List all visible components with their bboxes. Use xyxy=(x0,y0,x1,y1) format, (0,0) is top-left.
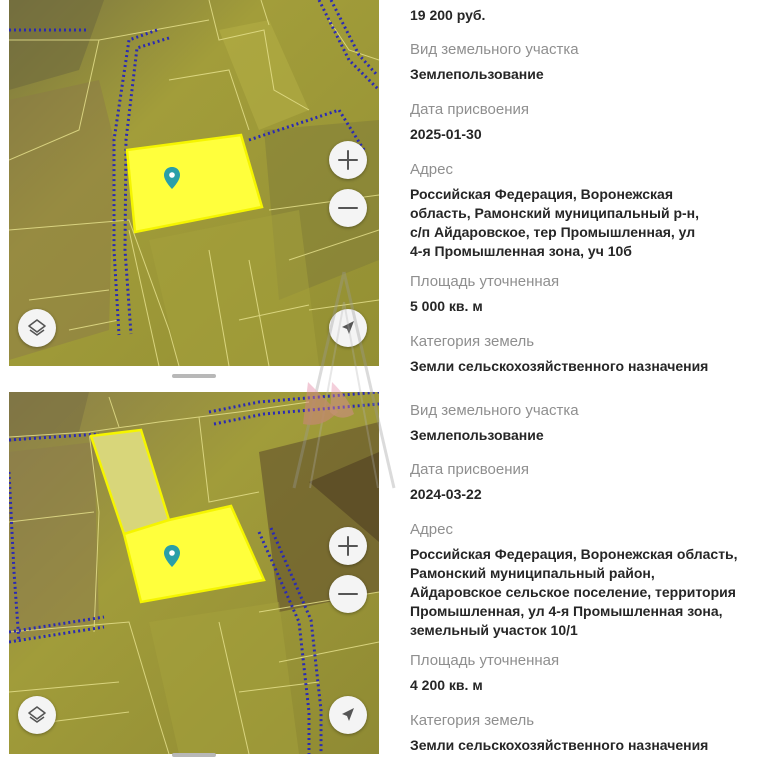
minus-icon xyxy=(337,197,359,219)
navigation-arrow-icon xyxy=(338,705,358,725)
category-label: Категория земель xyxy=(410,712,535,729)
address-value: Российская Федерация, Воронежская область, Рамонский муниципальный район, Айдаровское сельское поселение, территория Промышленная, ул 4-я Промышленная зона, земельный участок 10/1 xyxy=(410,546,738,638)
locate-button[interactable] xyxy=(329,309,367,347)
land-type-label: Вид земельного участка xyxy=(410,402,579,419)
layers-icon xyxy=(26,704,48,726)
locate-button[interactable] xyxy=(329,696,367,734)
navigation-arrow-icon xyxy=(338,318,358,338)
zoom-out-button[interactable] xyxy=(329,189,367,227)
map-canvas[interactable] xyxy=(9,392,379,754)
land-type-value: Землепользование xyxy=(410,427,544,443)
area-label: Площадь уточненная xyxy=(410,652,560,669)
area-value: 4 200 кв. м xyxy=(410,677,483,693)
date-value: 2024-03-22 xyxy=(410,486,482,502)
map-canvas[interactable] xyxy=(9,0,379,366)
zoom-in-button[interactable] xyxy=(329,141,367,179)
address-label: Адрес xyxy=(410,161,453,178)
area-label: Площадь уточненная xyxy=(410,273,560,290)
zoom-out-button[interactable] xyxy=(329,575,367,613)
cadastral-map[interactable] xyxy=(9,392,379,754)
area-value: 5 000 кв. м xyxy=(410,298,483,314)
address-label: Адрес xyxy=(410,521,453,538)
price-value: 19 200 руб. xyxy=(410,7,486,23)
layers-button[interactable] xyxy=(18,309,56,347)
zoom-in-button[interactable] xyxy=(329,527,367,565)
terrain-shade xyxy=(9,442,99,642)
drag-handle[interactable] xyxy=(172,753,216,757)
land-type-value: Землепользование xyxy=(410,66,544,82)
parcel-info xyxy=(410,0,760,384)
drag-handle[interactable] xyxy=(172,374,216,378)
plus-icon xyxy=(337,535,359,557)
category-value: Земли сельскохозяйственного назначения xyxy=(410,737,709,753)
parcel-info xyxy=(410,384,760,768)
layers-icon xyxy=(26,317,48,339)
plus-icon xyxy=(337,149,359,171)
date-label: Дата присвоения xyxy=(410,101,529,118)
land-type-label: Вид земельного участка xyxy=(410,41,579,58)
minus-icon xyxy=(337,583,359,605)
date-label: Дата присвоения xyxy=(410,461,529,478)
address-value: Российская Федерация, Воронежская область, Рамонский муниципальный р-н, с/п Айдаровское, тер Промышленная, ул 4-я Промышленная зона, уч 10б xyxy=(410,186,700,259)
category-value: Земли сельскохозяйственного назначения xyxy=(410,358,709,374)
date-value: 2025-01-30 xyxy=(410,126,482,142)
category-label: Категория земель xyxy=(410,333,535,350)
layers-button[interactable] xyxy=(18,696,56,734)
cadastral-map[interactable] xyxy=(9,0,379,366)
listing-panel-bottom xyxy=(0,384,768,768)
